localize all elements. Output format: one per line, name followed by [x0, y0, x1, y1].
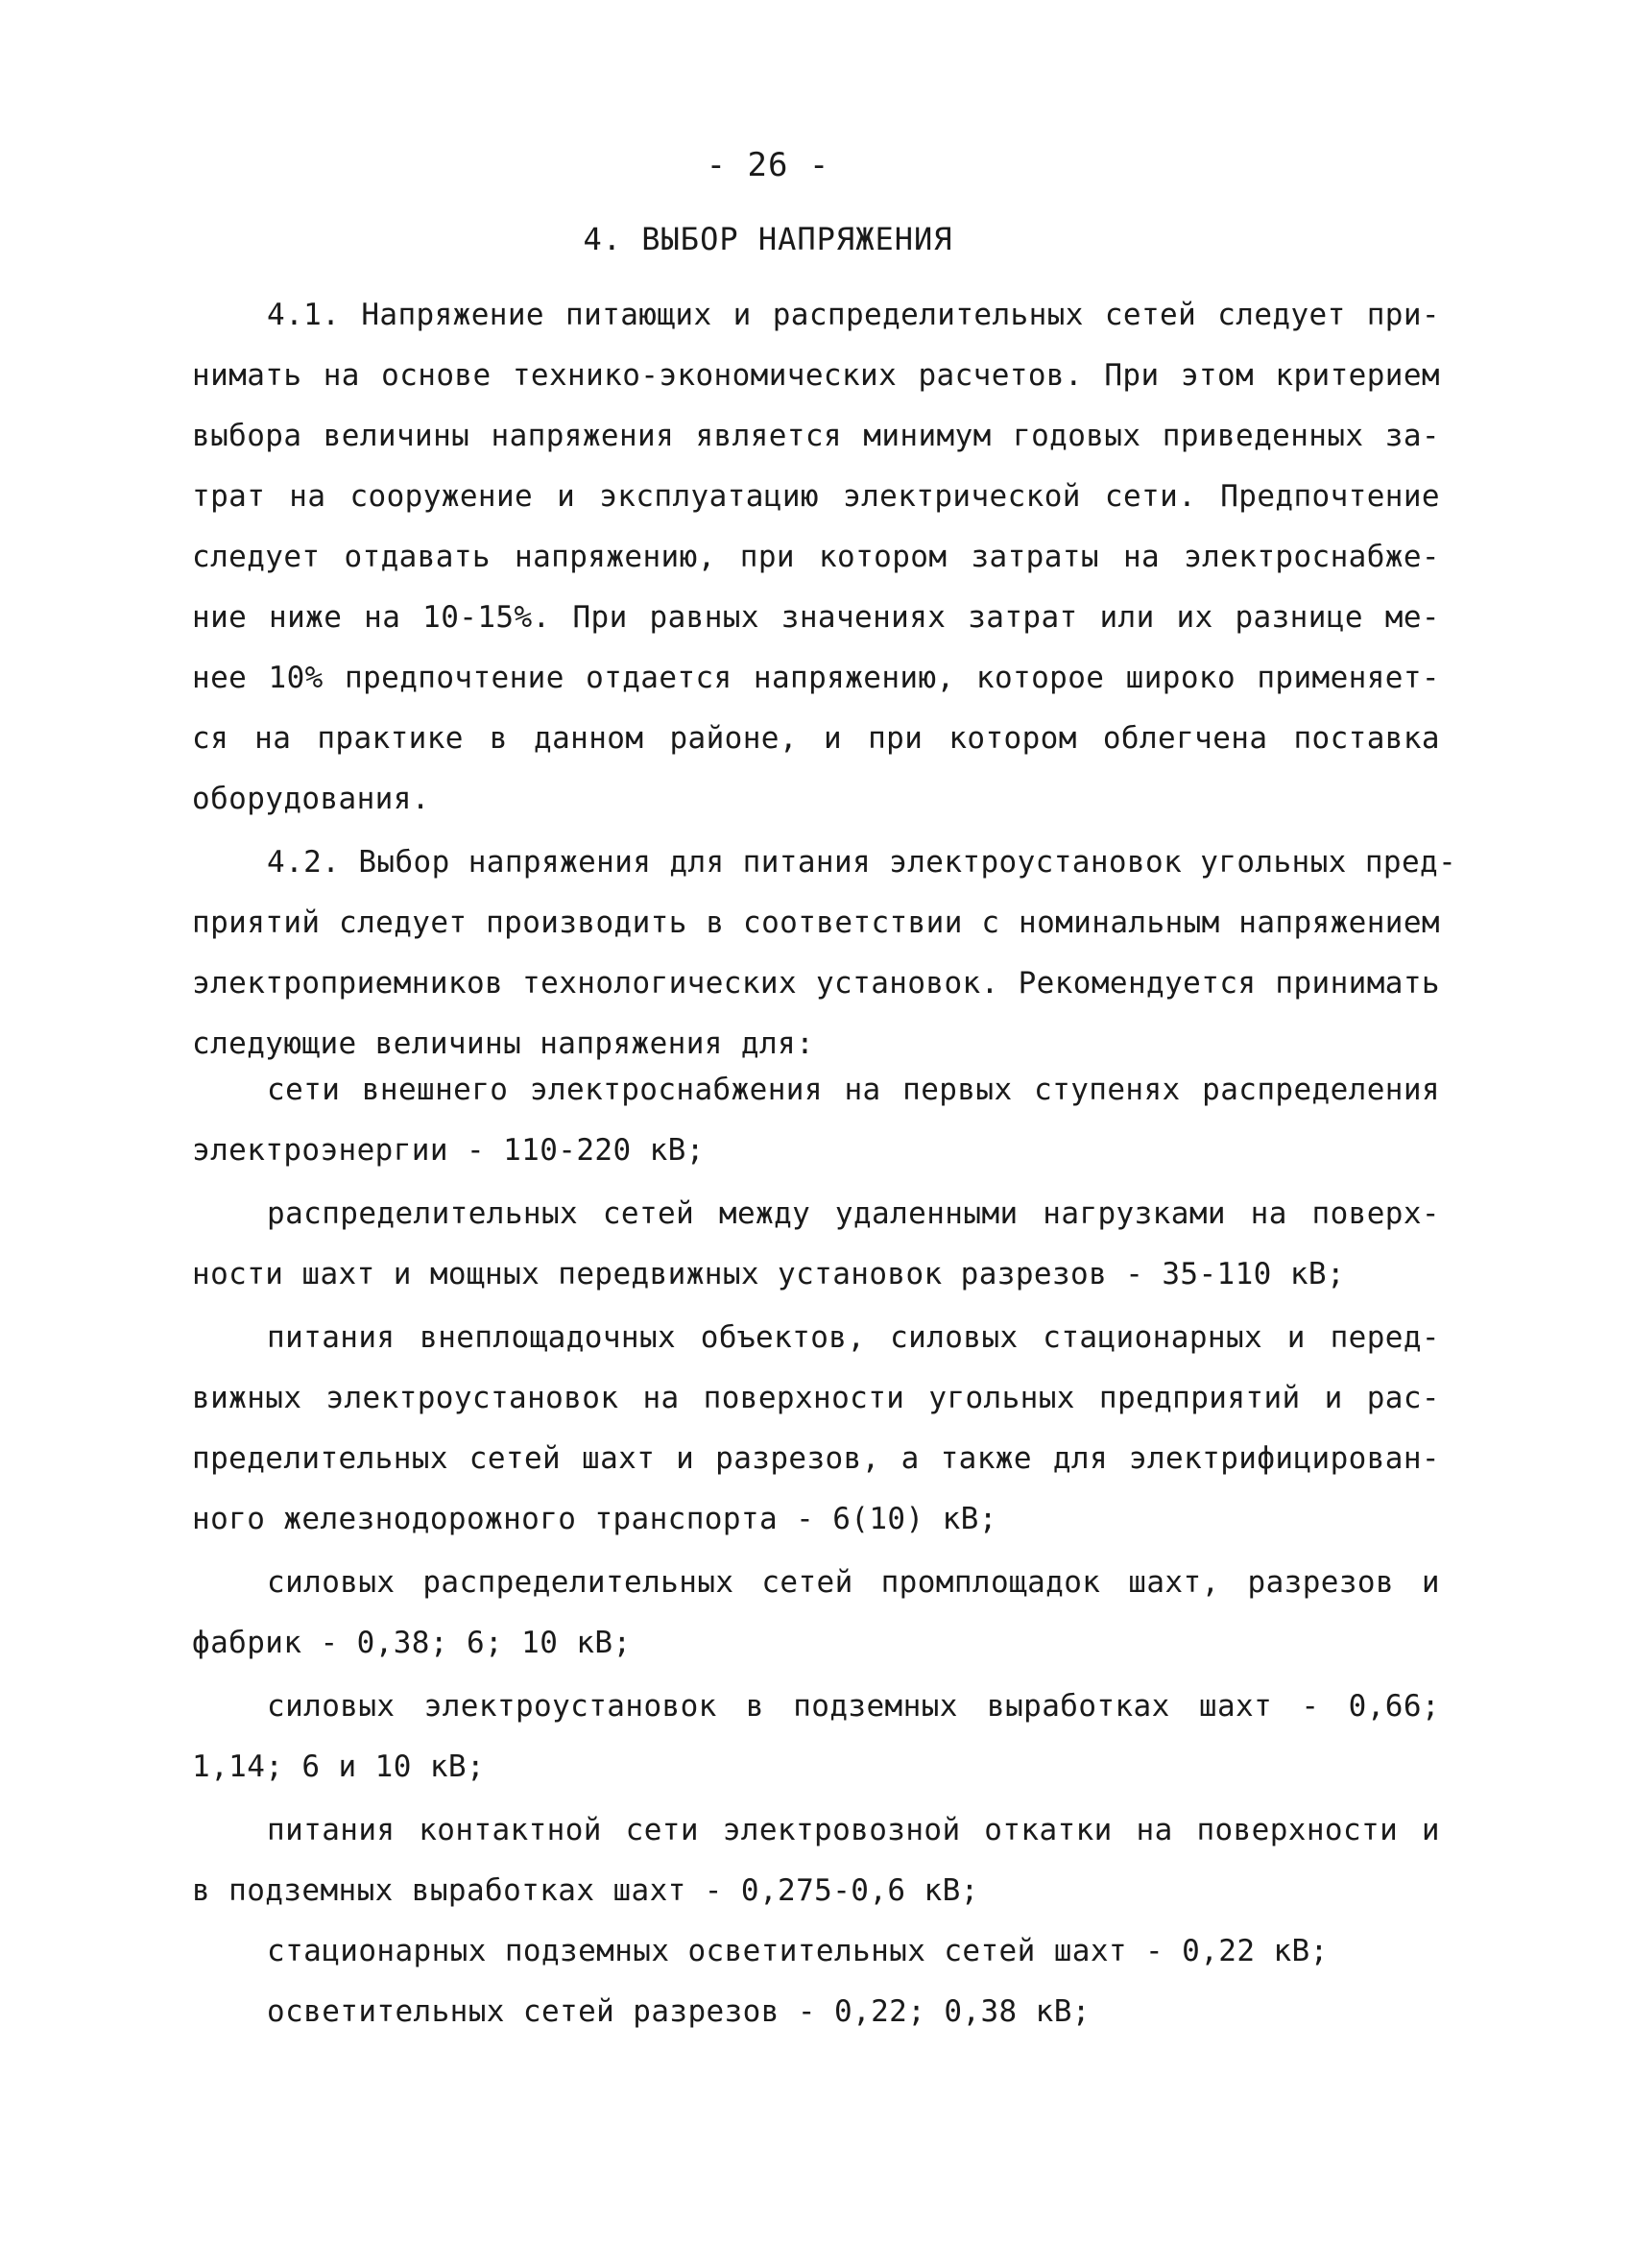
text-line: фабрик - 0,38; 6; 10 кВ; — [192, 1626, 632, 1660]
text-line: трат на сооружение и эксплуатацию электрической сети. Предпочтение — [192, 479, 1440, 514]
text-line: следующие величины напряжения для: — [192, 1026, 815, 1061]
text-line: 4.1. Напряжение питающих и распределительных сетей следует при- — [267, 298, 1440, 332]
text-line: сети внешнего электроснабжения на первых ступенях распределения — [267, 1073, 1440, 1107]
text-line: 1,14; 6 и 10 кВ; — [192, 1749, 486, 1784]
text-line: пределительных сетей шахт и разрезов, а также для электрифицирован- — [192, 1441, 1440, 1476]
text-line: ние ниже на 10-15%. При равных значениях затрат или их разнице ме- — [192, 600, 1440, 635]
text-line: нимать на основе технико-экономических расчетов. При этом критерием — [192, 358, 1440, 393]
text-line: в подземных выработках шахт - 0,275-0,6 кВ; — [192, 1873, 979, 1908]
text-line: питания контактной сети электровозной откатки на поверхности и — [267, 1813, 1440, 1847]
text-line: распределительных сетей между удаленными нагрузками на поверх- — [267, 1196, 1440, 1231]
text-line: вижных электроустановок на поверхности угольных предприятий и рас- — [192, 1381, 1440, 1415]
text-line: силовых распределительных сетей промплощадок шахт, разрезов и — [267, 1565, 1440, 1600]
text-line: приятий следует производить в соответствии с номинальным напряжением — [192, 905, 1440, 940]
page-number: - 26 - — [706, 146, 830, 184]
text-line: силовых электроустановок в подземных выработках шахт - 0,66; — [267, 1689, 1440, 1724]
text-line: стационарных подземных осветительных сетей шахт - 0,22 кВ; — [267, 1934, 1329, 1968]
text-line: электроэнергии - 110-220 кВ; — [192, 1133, 705, 1168]
text-line: осветительных сетей разрезов - 0,22; 0,38 кВ; — [267, 1994, 1091, 2029]
text-line: оборудования. — [192, 782, 430, 816]
text-line: следует отдавать напряжению, при котором затраты на электроснабже- — [192, 540, 1440, 574]
text-line: нее 10% предпочтение отдается напряжению, которое широко применяет- — [192, 661, 1440, 695]
text-line: ного железнодорожного транспорта - 6(10) кВ; — [192, 1502, 997, 1536]
text-line: питания внеплощадочных объектов, силовых стационарных и перед- — [267, 1320, 1440, 1355]
section-title: 4. ВЫБОР НАПРЯЖЕНИЯ — [583, 221, 953, 257]
text-line: электроприемников технологических установок. Рекомендуется принимать — [192, 966, 1440, 1001]
text-line: 4.2. Выбор напряжения для питания электроустановок угольных пред- — [267, 845, 1457, 880]
text-line: ся на практике в данном районе, и при котором облегчена поставка — [192, 721, 1440, 756]
text-line: ности шахт и мощных передвижных установок разрезов - 35-110 кВ; — [192, 1257, 1346, 1291]
text-line: выбора величины напряжения является минимум годовых приведенных за- — [192, 419, 1440, 453]
